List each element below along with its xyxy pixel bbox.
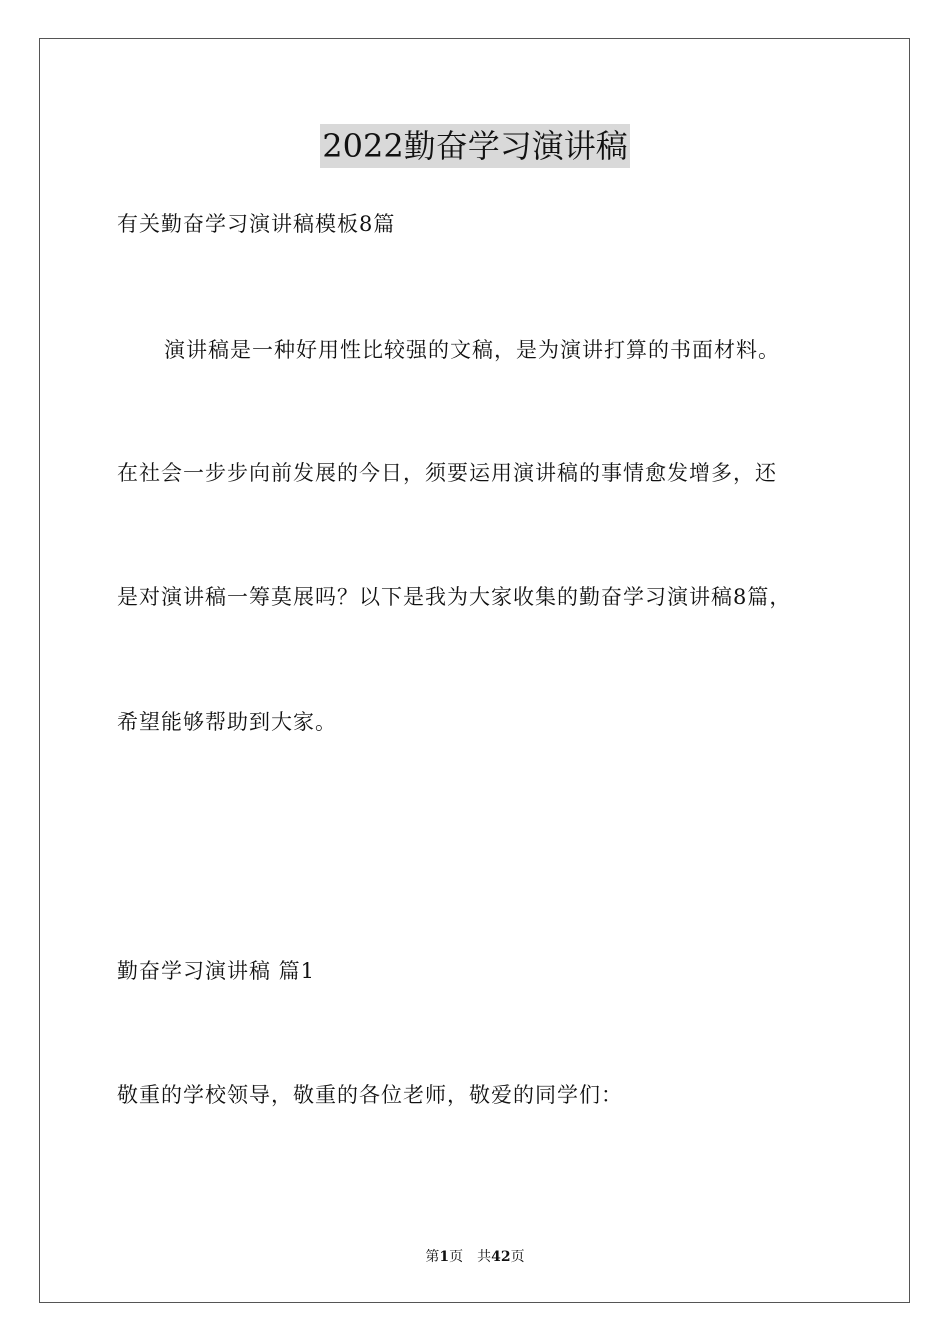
section-heading: 勤奋学习演讲稿 篇1 <box>117 959 316 983</box>
intro-line-3: 是对演讲稿一筹莫展吗？以下是我为大家收集的勤奋学习演讲稿8篇， <box>117 585 792 609</box>
intro-line-2: 在社会一步步向前发展的今日，须要运用演讲稿的事情愈发增多，还 <box>117 461 777 485</box>
title-container <box>0 124 950 168</box>
intro-line-4: 希望能够帮助到大家。 <box>117 710 337 734</box>
page-prefix: 第 <box>425 1249 440 1265</box>
total-pages: 42 <box>491 1249 511 1265</box>
document-subtitle: 有关勤奋学习演讲稿模板8篇 <box>117 212 396 236</box>
page-number: 1 <box>439 1249 450 1265</box>
total-suffix: 页 <box>510 1249 525 1265</box>
page-footer <box>0 1247 950 1267</box>
document-title: 2022勤奋学习演讲稿 <box>320 124 629 168</box>
salutation: 敬重的学校领导，敬重的各位老师，敬爱的同学们： <box>117 1083 623 1107</box>
page-suffix: 页 <box>449 1249 464 1265</box>
intro-line-1: 演讲稿是一种好用性比较强的文稿，是为演讲打算的书面材料。 <box>164 338 780 362</box>
total-prefix: 共 <box>477 1249 492 1265</box>
